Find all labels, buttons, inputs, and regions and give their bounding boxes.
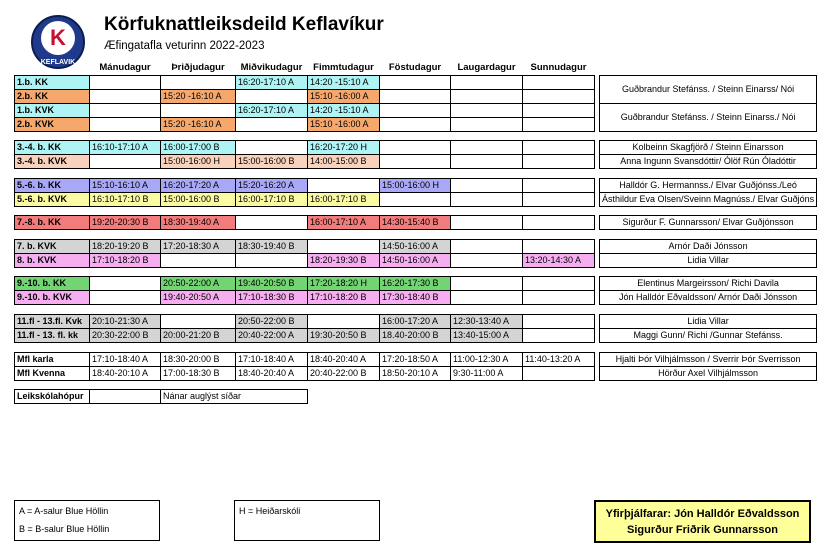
team-label: 5.-6. b. KVK	[15, 192, 90, 206]
time-slot	[523, 291, 595, 305]
coach-cell: Guðbrandur Stefánss. / Steinn Einarss/ Nói	[600, 75, 817, 103]
schedule-row	[15, 253, 817, 267]
time-slot	[90, 291, 161, 305]
time-slot	[523, 366, 595, 380]
time-slot: 20:50-22:00 A	[161, 277, 236, 291]
time-slot	[523, 141, 595, 155]
time-slot: 17:10-18:30 B	[236, 291, 308, 305]
time-slot: 17:10-18:20 B	[308, 291, 380, 305]
team-label: 1.b. KK	[15, 75, 90, 89]
time-slot	[236, 141, 308, 155]
time-slot	[308, 315, 380, 329]
time-slot: 18:30-19:40 A	[161, 216, 236, 230]
day-header: Miðvikudagur	[240, 62, 303, 74]
time-slot: 16:00-17:10 A	[308, 216, 380, 230]
time-slot	[451, 253, 523, 267]
time-slot: 17:20-18:50 A	[380, 352, 451, 366]
schedule-row	[15, 103, 817, 117]
team-label: 11.fl - 13.fl. Kvk	[15, 315, 90, 329]
day-header: Mánudagur	[99, 62, 151, 74]
time-slot: 15:00-16:00 H	[380, 178, 451, 192]
time-slot: 16:00-17:10 B	[236, 192, 308, 206]
time-slot: 15:00-16:00 B	[161, 192, 236, 206]
coach-cell: Ásthildur Eva Olsen/Sveinn Magnúss./ Elvar Guðjóns	[600, 192, 817, 206]
time-slot	[161, 315, 236, 329]
day-header: Sunnudagur	[530, 62, 587, 74]
schedule-row	[15, 315, 817, 329]
logo-letter: K	[50, 25, 66, 50]
coach-cell: Lidia Villar	[600, 315, 817, 329]
time-slot	[523, 155, 595, 169]
time-slot: 14:50-16:00 A	[380, 253, 451, 267]
coach-cell: Arnór Daði Jónsson	[600, 239, 817, 253]
time-slot	[523, 329, 595, 343]
time-slot	[451, 277, 523, 291]
time-slot	[451, 178, 523, 192]
time-slot	[90, 117, 161, 131]
time-slot: 16:20-17:10 A	[236, 103, 308, 117]
time-slot: 17:10-18:40 A	[90, 352, 161, 366]
time-slot: 11:00-12:30 A	[451, 352, 523, 366]
day-header-row	[15, 61, 817, 75]
time-slot: 14:30-15:40 B	[380, 216, 451, 230]
legend-b: B = B-salur Blue Höllin	[19, 524, 110, 534]
time-slot	[523, 315, 595, 329]
time-slot	[380, 117, 451, 131]
coach-cell: Hörður Axel Vilhjálmsson	[600, 366, 817, 380]
time-slot	[380, 192, 451, 206]
legend-a: A = A-salur Blue Höllin	[19, 506, 109, 516]
schedule-table	[14, 61, 817, 404]
coach-cell: Kolbeinn Skagfjörð / Steinn Einarsson	[600, 141, 817, 155]
time-slot: 16:20-17:10 A	[236, 75, 308, 89]
time-slot	[308, 178, 380, 192]
time-slot: 12:30-13:40 A	[451, 315, 523, 329]
logo-text: KEFLAVIK	[40, 59, 76, 66]
team-label: 7.-8. b. KK	[15, 216, 90, 230]
legend-box-ab	[14, 500, 160, 541]
time-slot	[308, 239, 380, 253]
time-slot: 15:20-16:20 A	[236, 178, 308, 192]
time-slot: 16:00-17:10 B	[308, 192, 380, 206]
time-slot	[236, 253, 308, 267]
time-slot	[161, 75, 236, 89]
page-title: Körfuknattleiksdeild Keflavíkur	[104, 14, 384, 35]
time-slot: 11:40-13:20 A	[523, 352, 595, 366]
supervisors-box	[594, 500, 811, 543]
team-label: 1.b. KVK	[15, 103, 90, 117]
time-slot: 14:50-16:00 A	[380, 239, 451, 253]
time-slot: 17:20-18:20 H	[308, 277, 380, 291]
preschool-empty	[90, 390, 161, 404]
time-slot	[90, 75, 161, 89]
team-label: 9.-10. b. KVK	[15, 291, 90, 305]
coach-cell: Lidia Villar	[600, 253, 817, 267]
time-slot	[451, 239, 523, 253]
time-slot: 14:00-15:00 B	[308, 155, 380, 169]
team-label: 5.-6. b. KK	[15, 178, 90, 192]
time-slot: 18:30-19:40 B	[236, 239, 308, 253]
time-slot	[380, 141, 451, 155]
team-label: 11.fl - 13. fl. kk	[15, 329, 90, 343]
coach-cell: Halldór G. Hermannss./ Elvar Guðjónss./Leó	[600, 178, 817, 192]
time-slot	[236, 216, 308, 230]
time-slot: 13:20-14:30 A	[523, 253, 595, 267]
time-slot: 18:30-20:00 B	[161, 352, 236, 366]
schedule-row	[15, 366, 817, 380]
time-slot: 13:40-15:00 A	[451, 329, 523, 343]
time-slot: 20:30-22:00 B	[90, 329, 161, 343]
team-label: 9.-10. b. KK	[15, 277, 90, 291]
team-label: 3.-4. b. KK	[15, 141, 90, 155]
time-slot	[451, 291, 523, 305]
time-slot: 15:20 -16:10 A	[161, 89, 236, 103]
time-slot	[90, 277, 161, 291]
time-slot	[523, 75, 595, 89]
coach-cell: Guðbrandur Stefánss. / Steinn Einarss./ Nói	[600, 103, 817, 131]
time-slot	[380, 103, 451, 117]
time-slot: 9:30-11:00 A	[451, 366, 523, 380]
time-slot: 20:10-21:30 A	[90, 315, 161, 329]
time-slot: 14:20 -15:10 A	[308, 103, 380, 117]
coach-cell: Elentinus Margeirsson/ Richi Davila	[600, 277, 817, 291]
coach-cell: Anna Ingunn Svansdóttir/ Ólöf Rún Óladóttir	[600, 155, 817, 169]
team-label: 8. b. KVK	[15, 253, 90, 267]
coach-cell: Sigurður F. Gunnarsson/ Elvar Guðjónsson	[600, 216, 817, 230]
schedule-row	[15, 141, 817, 155]
time-slot: 18:40-20:40 A	[236, 366, 308, 380]
time-slot	[451, 103, 523, 117]
time-slot: 17:30-18:40 B	[380, 291, 451, 305]
time-slot: 16:00-17:00 B	[161, 141, 236, 155]
day-header: Þriðjudagur	[171, 62, 225, 74]
time-slot: 20:00-21:20 B	[161, 329, 236, 343]
time-slot: 18:20-19:30 B	[308, 253, 380, 267]
preschool-note: Nánar auglýst síðar	[161, 390, 308, 404]
schedule-row	[15, 291, 817, 305]
time-slot: 16:20-17:30 B	[380, 277, 451, 291]
time-slot: 15:00-16:00 H	[161, 155, 236, 169]
time-slot	[236, 117, 308, 131]
preschool-row	[15, 390, 817, 404]
schedule-row	[15, 216, 817, 230]
time-slot: 18:40-20:40 A	[308, 352, 380, 366]
time-slot	[523, 239, 595, 253]
team-label: Mfl Kvenna	[15, 366, 90, 380]
time-slot: 20:50-22:00 B	[236, 315, 308, 329]
time-slot: 15:00-16:00 B	[236, 155, 308, 169]
time-slot	[90, 155, 161, 169]
time-slot: 16:10-17:10 B	[90, 192, 161, 206]
team-label: Mfl karla	[15, 352, 90, 366]
coach-cell: Maggi Gunn/ Richi /Gunnar Stefánss.	[600, 329, 817, 343]
time-slot	[90, 89, 161, 103]
time-slot: 19:40-20:50 B	[236, 277, 308, 291]
time-slot	[380, 75, 451, 89]
schedule-row	[15, 329, 817, 343]
time-slot	[523, 178, 595, 192]
time-slot: 17:20-18:30 A	[161, 239, 236, 253]
schedule-row	[15, 75, 817, 89]
time-slot: 15:10-16:10 A	[90, 178, 161, 192]
time-slot: 16:20-17:20 H	[308, 141, 380, 155]
coach-cell: Jón Halldór Eðvaldsson/ Arnór Daði Jónsson	[600, 291, 817, 305]
time-slot: 15:10 -16:00 A	[308, 117, 380, 131]
time-slot	[90, 103, 161, 117]
time-slot: 19:20-20:30 B	[90, 216, 161, 230]
time-slot	[451, 141, 523, 155]
time-slot: 20:40-22:00 B	[308, 366, 380, 380]
time-slot: 16:20-17:20 A	[161, 178, 236, 192]
time-slot	[451, 75, 523, 89]
time-slot	[236, 89, 308, 103]
time-slot: 17:10-18:40 A	[236, 352, 308, 366]
time-slot: 20:40-22:00 A	[236, 329, 308, 343]
time-slot	[451, 117, 523, 131]
time-slot: 19:40-20:50 A	[161, 291, 236, 305]
schedule-row	[15, 239, 817, 253]
legend-box-h	[234, 500, 380, 541]
time-slot: 18:20-19:20 B	[90, 239, 161, 253]
time-slot	[451, 192, 523, 206]
time-slot: 18:40-20:10 A	[90, 366, 161, 380]
time-slot	[161, 103, 236, 117]
time-slot: 14:20 -15:10 A	[308, 75, 380, 89]
time-slot: 15:10 -16:00 A	[308, 89, 380, 103]
time-slot	[380, 89, 451, 103]
time-slot: 18.40-20:00 B	[380, 329, 451, 343]
team-label: 7. b. KVK	[15, 239, 90, 253]
legend-h: H = Heiðarskóli	[239, 506, 301, 516]
schedule-row	[15, 192, 817, 206]
team-label: 3.-4. b. KVK	[15, 155, 90, 169]
time-slot	[523, 103, 595, 117]
schedule-row	[15, 277, 817, 291]
time-slot	[523, 277, 595, 291]
time-slot: 19:30-20:50 B	[308, 329, 380, 343]
time-slot	[523, 89, 595, 103]
supervisors-line-2: Sigurður Friðrik Gunnarsson	[627, 524, 778, 536]
schedule-row	[15, 178, 817, 192]
time-slot: 16:10-17:10 A	[90, 141, 161, 155]
day-header: Laugardagur	[457, 62, 516, 74]
time-slot	[451, 216, 523, 230]
time-slot	[451, 155, 523, 169]
time-slot	[523, 192, 595, 206]
supervisors-line-1: Yfirþjálfarar: Jón Halldór Eðvaldsson	[605, 508, 800, 520]
time-slot: 17:00-18:30 B	[161, 366, 236, 380]
day-header: Fimmtudagur	[313, 62, 374, 74]
schedule-row	[15, 155, 817, 169]
team-label: 2.b. KK	[15, 89, 90, 103]
day-header: Föstudagur	[388, 62, 442, 74]
team-label: 2.b. KVK	[15, 117, 90, 131]
time-slot	[161, 253, 236, 267]
time-slot	[523, 216, 595, 230]
schedule-row	[15, 352, 817, 366]
time-slot	[380, 155, 451, 169]
time-slot: 16:00-17:20 A	[380, 315, 451, 329]
time-slot	[451, 89, 523, 103]
page-subtitle: Æfingatafla veturinn 2022-2023	[104, 40, 265, 52]
time-slot: 15:20 -16:10 A	[161, 117, 236, 131]
preschool-label: Leikskólahópur	[15, 390, 90, 404]
time-slot: 18:50-20:10 A	[380, 366, 451, 380]
time-slot: 17:10-18:20 B	[90, 253, 161, 267]
coach-cell: Hjalti Þór Vilhjálmsson / Sverrir Þór Sverrisson	[600, 352, 817, 366]
time-slot	[523, 117, 595, 131]
